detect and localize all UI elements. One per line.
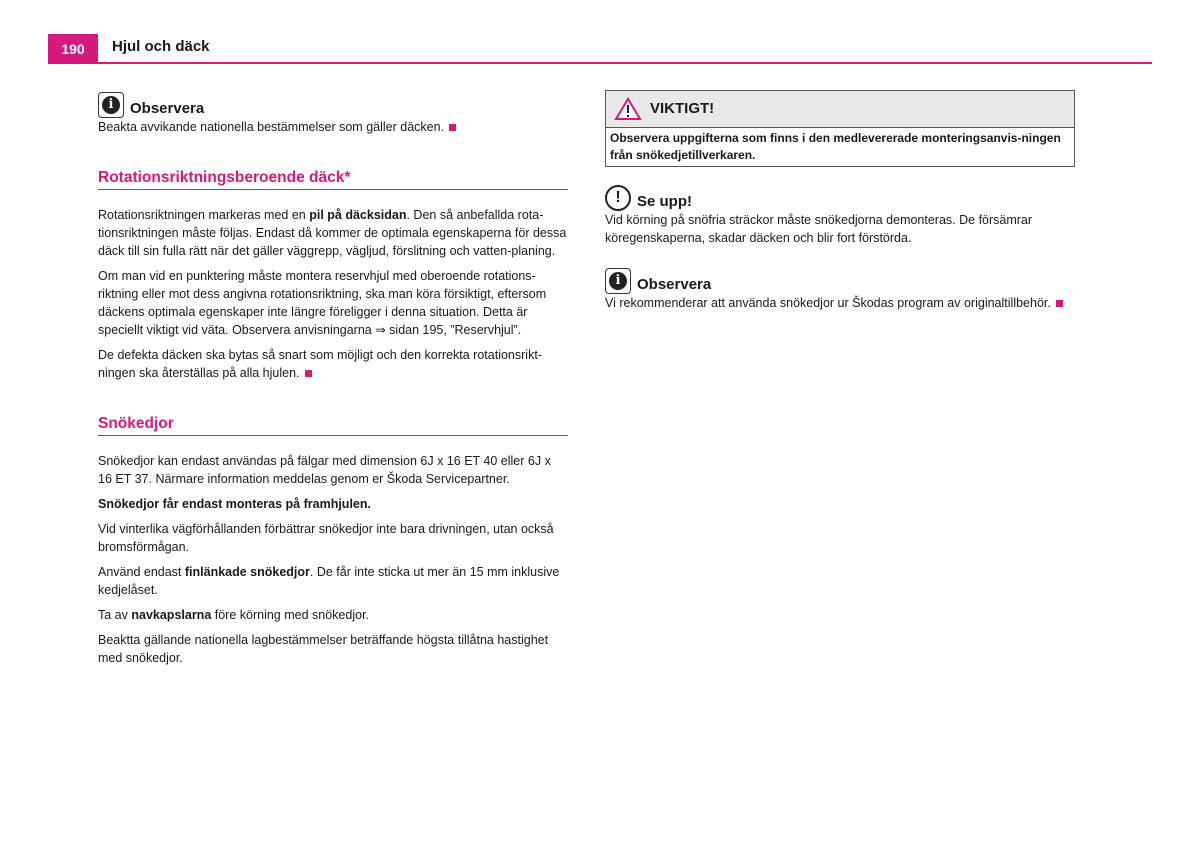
page-number: 190 bbox=[48, 34, 98, 62]
paragraph: Använd endast finlänkade snökedjor. De får inte sticka ut mer än 15 mm inklusive kedjelåset. bbox=[98, 565, 560, 597]
warning-title: VIKTIGT! bbox=[650, 100, 715, 117]
left-column bbox=[98, 92, 568, 674]
caution-block bbox=[605, 185, 1077, 247]
caution-title: Se upp! bbox=[637, 193, 692, 210]
note-text: Vi rekommenderar att använda snökedjor ur Škodas program av originaltillbehör. bbox=[605, 294, 1077, 312]
note-text: Beakta avvikande nationella bestämmelser som gäller däcken. bbox=[98, 118, 568, 136]
page-header bbox=[48, 34, 1152, 64]
paragraph: De defekta däcken ska bytas så snart som möjligt och den korrekta rotationsrikt-ningen ska återställas på alla hjulen. bbox=[98, 348, 542, 380]
end-of-section-mark bbox=[1056, 300, 1063, 307]
note-block bbox=[98, 92, 568, 136]
paragraph: Vid vinterlika vägförhållanden förbättrar snökedjor inte bara drivningen, utan också bromsförmågan. bbox=[98, 522, 554, 554]
warning-triangle-icon bbox=[614, 97, 642, 121]
note-title: Observera bbox=[130, 100, 205, 117]
info-icon: i bbox=[98, 92, 124, 118]
note-title: Observera bbox=[637, 276, 712, 293]
note-block bbox=[605, 268, 1077, 312]
info-icon: i bbox=[605, 268, 631, 294]
end-of-section-mark bbox=[305, 370, 312, 377]
warning-box bbox=[605, 90, 1075, 167]
paragraph-bold: Snökedjor får endast monteras på framhjulen. bbox=[98, 497, 371, 511]
paragraph: Snökedjor kan endast användas på fälgar med dimension 6J x 16 ET 40 eller 6J x 16 ET 37. Närmare information meddelas genom er Škoda Servicepartner. bbox=[98, 454, 551, 486]
exclamation-circle-icon: ! bbox=[605, 185, 631, 211]
right-column bbox=[605, 90, 1077, 319]
section-title-rotation: Rotationsriktningsberoende däck* bbox=[98, 169, 568, 190]
end-of-section-mark bbox=[449, 124, 456, 131]
chapter-title: Hjul och däck bbox=[112, 38, 210, 55]
paragraph: Om man vid en punktering måste montera reservhjul med oberoende rotations-riktning eller mot dess angivna rotationsriktning, ska man köra försiktigt, eftersom däckens optimala egenskaper inte längre föreligger i denna situation. Detta är speciellt viktigt vid väta. Observera anvisningarna ⇒ sidan 195, ”Reservhjul”. bbox=[98, 269, 547, 337]
paragraph: Rotationsriktningen markeras med en pil på däcksidan. Den så anbefallda rota-tionsriktningen måste följas. Endast då kommer de optimala egenskaperna för dessa däck till sin fulla rätt när det gäller väggrepp, vägljud, förslitning och vatten-planing. bbox=[98, 208, 567, 258]
caution-text: Vid körning på snöfria sträckor måste snökedjorna demonteras. De försämrar köregenskaperna, skadar däcken och blir fort förstörda. bbox=[605, 213, 1033, 245]
paragraph: Ta av navkapslarna före körning med snökedjor. bbox=[98, 608, 370, 622]
warning-text: Observera uppgifterna som finns i den medlevererade monteringsanvis-ningen från snökedjetillverkaren. bbox=[610, 131, 1061, 162]
section-title-snow-chains: Snökedjor bbox=[98, 415, 568, 436]
paragraph: Beaktta gällande nationella lagbestämmelser beträffande högsta tillåtna hastighet med snökedjor. bbox=[98, 633, 549, 665]
